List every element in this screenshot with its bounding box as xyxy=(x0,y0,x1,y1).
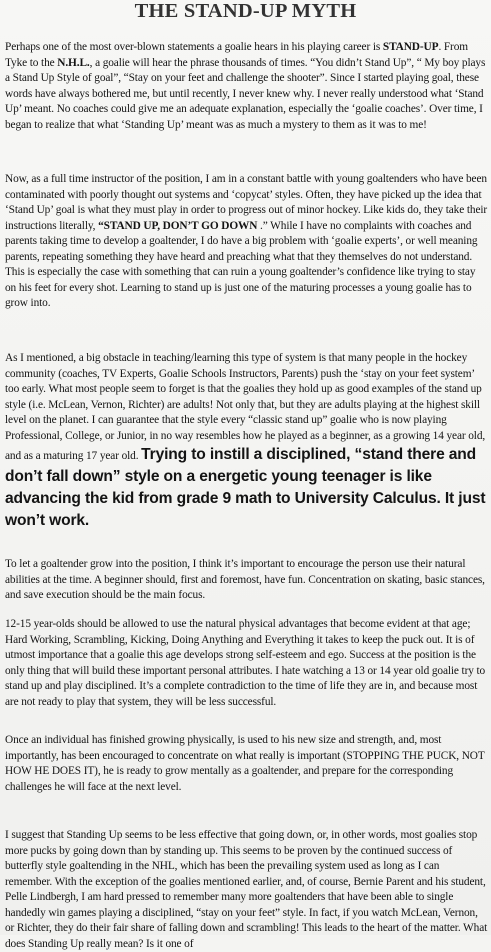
p1-bold-stand-up: STAND-UP xyxy=(382,41,439,53)
paragraph-intro xyxy=(5,40,489,133)
paragraph-obstacle xyxy=(5,351,489,532)
p1-text-3: , a goalie will hear the phrase thousands of times. “You didn’t Stand Up”, “ My boy plays a Stand Up Style of goal”, “Stay on your feet and challenge the shooter”. Since I started playing goal, these words have always bothered me, but until recently, I never knew why. I never really understood what ‘Stand Up’ meant. No coaches could give me an adequate explanation, especially the ‘goalie coaches’. Over time, I began to realize that what ‘Standing Up’ meant was as much a mystery to them as it was to me! xyxy=(5,56,486,131)
paragraph-growth: Once an individual has finished growing physically, is used to his new size and strength, and, most importantly, has been encouraged to concentrate on what really is important (STOPPING THE PUCK, NOT HOW HE DOES IT), he is ready to grow mentally as a goaltender, and prepare for the corresponding challenges he will face at the next level. xyxy=(5,734,485,793)
p3-text-1: As I mentioned, a big obstacle in teaching/learning this type of system is that many people in the hockey community (coaches, TV Experts, Goalie Schools Instructors, Parents) push the ‘stay on your feet system’ too early. What most people seem to forget is that the goalies they hold up as good examples of the stand up style (i.e. McLean, Vernon, Richter) are adults! Not only that, but they are adults playing at the highest skill level on the planet. I can guarantee that the style every “classic stand up” goalie who is now playing Professional, College, or Junior, in no way resembles how he played as a beginner, as a growing 14 year old, and as a maturing 17 year old. xyxy=(5,352,486,462)
document-title: THE STAND-UP MYTH xyxy=(134,0,357,22)
paragraph-beginner: To let a goaltender grow into the position, I think it’s important to encourage the person use their natural abilities at the time. A beginner should, first and foremost, have fun. Concentration on skating, basic stances, and save execution should be the main focus. xyxy=(5,558,485,601)
p1-text-1: Perhaps one of the most over-blown statements a goalie hears in his playing career is xyxy=(5,41,383,53)
paragraph-effectiveness: I suggest that Standing Up seems to be less effective that going down, or, in other words, most goalies stop more pucks by going down than by standing up. This seems to be proven by the continued success of butterfly style goaltending in the NHL, which has been the prevailing system used as long as I can remember. With the exception of the goalies mentioned earlier, and, of course, Bernie Parent and his student, Pelle Lindbergh, I am hard pressed to remember many more goaltenders that have been able to single handedly win games playing a disciplined, “stay on your feet” style. In fact, if you watch McLean, Vernon, or Richter, they do their fair share of falling down and scrambling! This leads to the heart of the matter. What does Standing Up really mean? Is it one of xyxy=(5,829,488,950)
p2-bold-quote: “STAND UP, DON’T GO DOWN xyxy=(98,219,258,232)
p1-bold-nhl: N.H.L. xyxy=(57,56,90,69)
p2-text-1: Now, as a full time instructor of the position, I am in a constant battle with young goaltenders who have been contaminated with poorly thought out systems and ‘copycat’ styles. Often, they have picked up the idea that ‘Stand Up’ goal is what they must play in order to progress out of minor hockey. Like kids do, they take their instructions literally, xyxy=(5,173,488,232)
paragraph-teenagers: 12-15 year-olds should be allowed to use the natural physical advantages that become evident at that age; Hard Working, Scrambling, Kicking, Doing Anything and Everything it takes to keep the puck out. It is of utmost importance that a goalie this age develops strong self-esteem and ego. Success at the position is the only thing that will build these important personal attributes. I hate watching a 13 or 14 year old goalie try to stand up and play disciplined. It’s a complete contradiction to the time of life they are in, and because most are not ready to play that system, they will be less successful. xyxy=(5,618,486,708)
p2-text-2: .” While I have no complaints with coaches and parents taking time to develop a goaltender, I do have a big problem with ‘goalie experts’, or well meaning parents, repeating something they have heard and preaching what that they themselves do not understand. This is especially the case with something that can ruin a young goaltender’s confidence like trying to stay on his feet for every shot. Learning to stand up is just one of the maturing processes a young goalie has to grow into. xyxy=(5,219,478,309)
paragraph-instructor xyxy=(5,172,489,312)
p3-emphasis: Trying to instill a disciplined, “stand there and don’t fall down” style on a energetic young teenager is like advancing the kid from grade 9 math to University Calculus. It just won’t work. xyxy=(5,446,486,529)
p1-text-2: . From Tyke to the xyxy=(5,41,468,69)
